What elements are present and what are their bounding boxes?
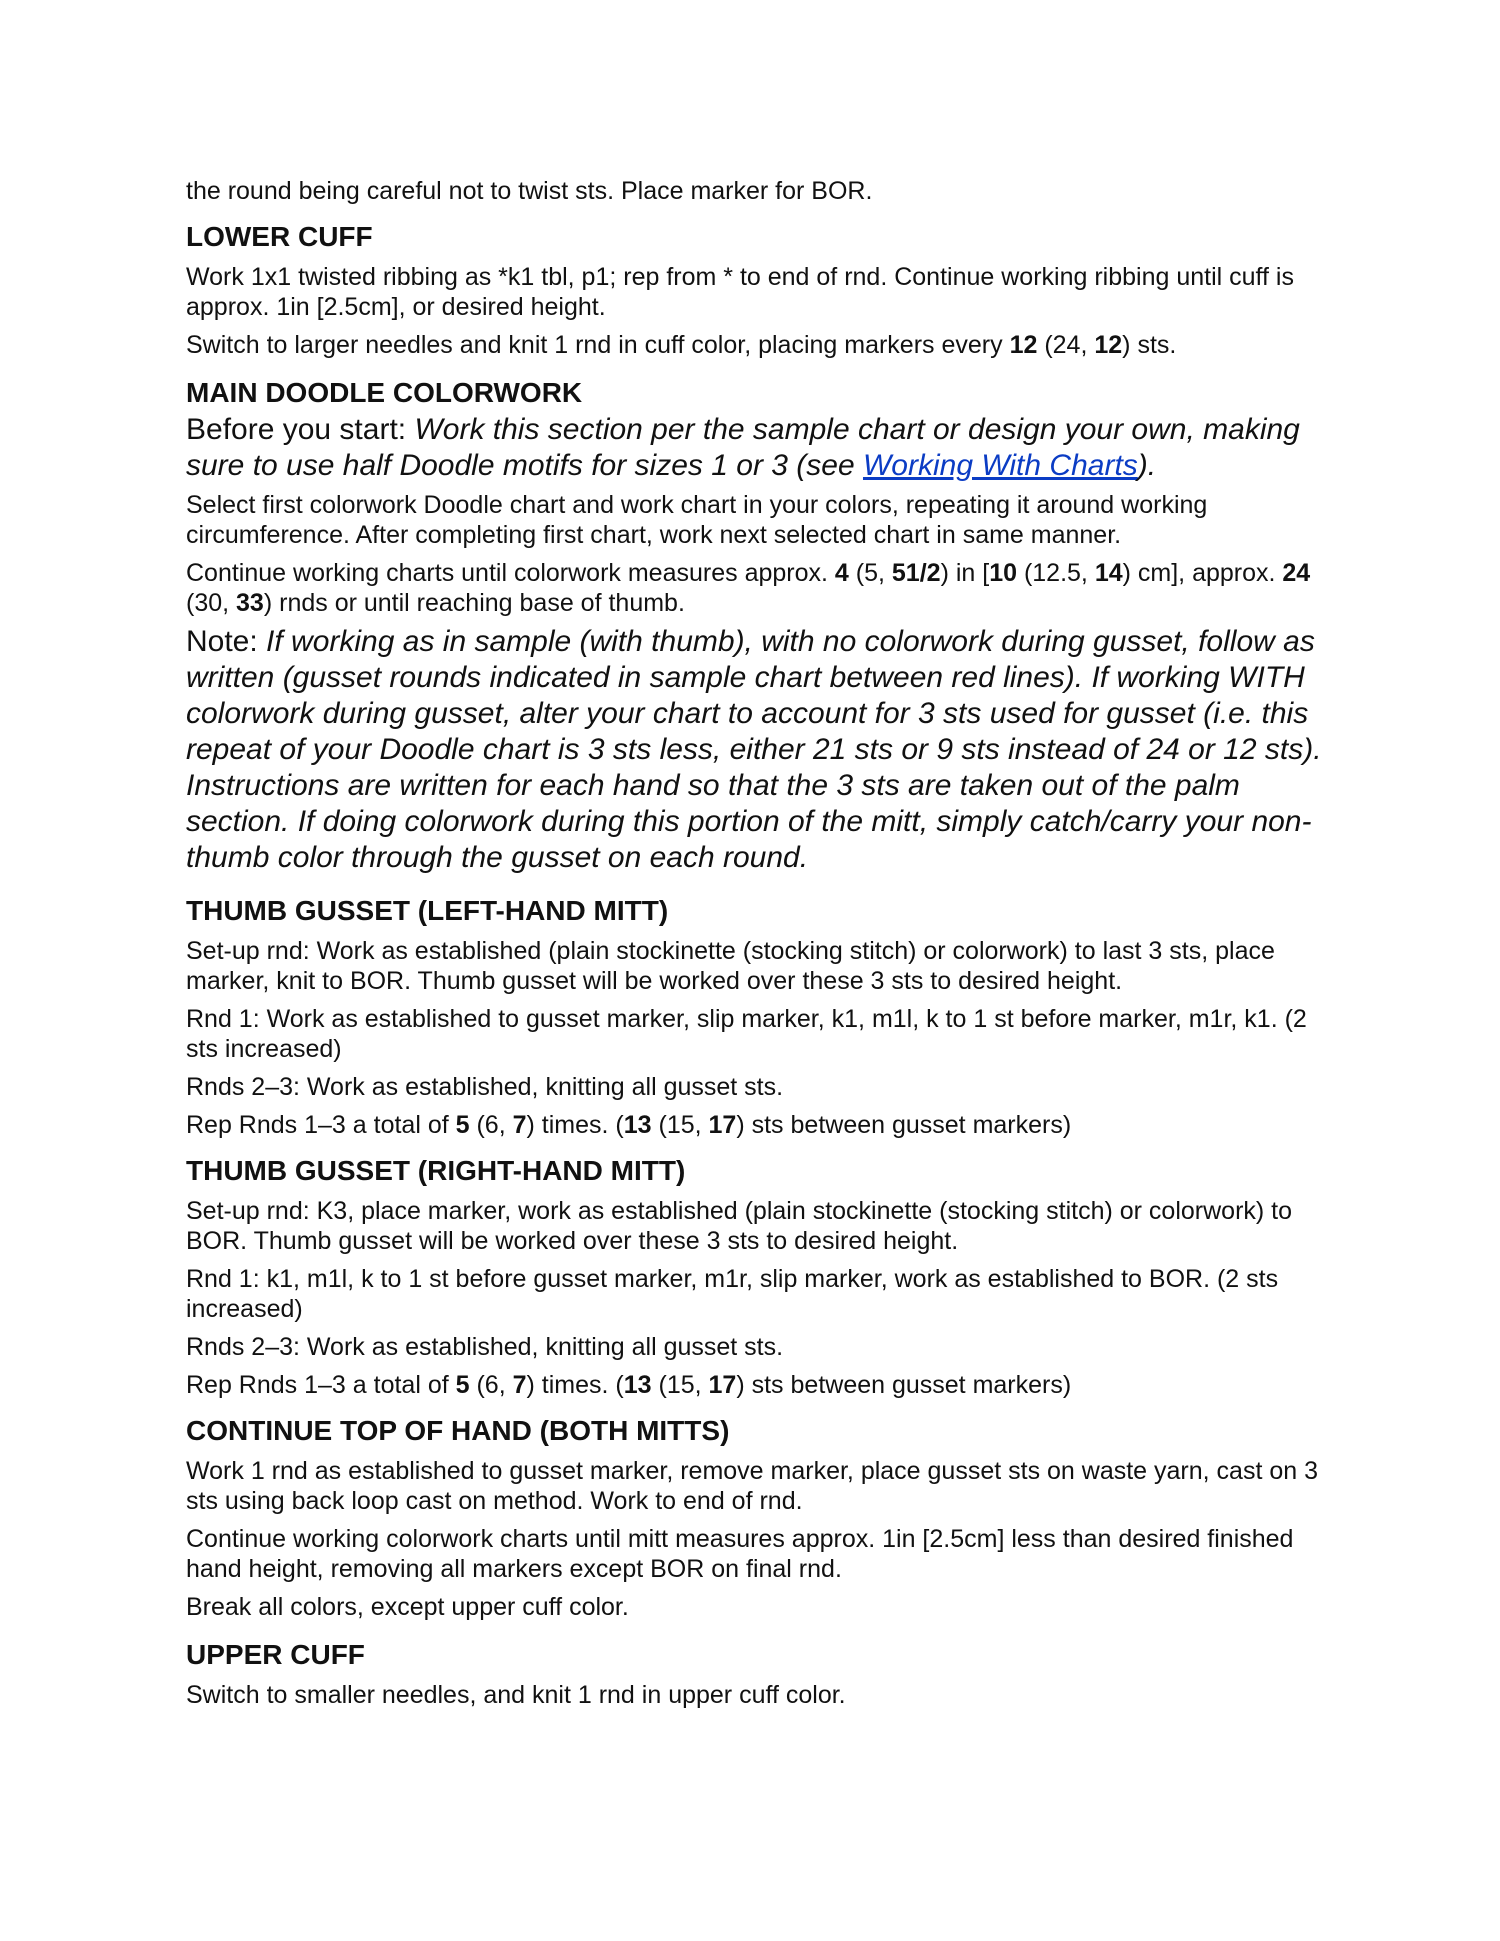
size-value: 17 bbox=[708, 1111, 737, 1139]
size-value: 51/2 bbox=[891, 559, 941, 587]
size-value: 17 bbox=[708, 1371, 737, 1399]
top-hand-continue-text: Continue working colorwork charts until mitt measures approx. 1in [2.5cm] less than desired finished hand height, removing all markers except BOR on final rnd. bbox=[186, 1525, 1294, 1583]
size-value: 24 bbox=[1282, 559, 1311, 587]
text-run: (12.5, bbox=[1017, 559, 1095, 587]
right-gusset-heading: THUMB GUSSET (RIGHT-HAND MITT) bbox=[186, 1155, 686, 1186]
text-run: ) rnds or until reaching base of thumb. bbox=[263, 589, 685, 617]
text-run: Rep Rnds 1–3 a total of bbox=[186, 1371, 456, 1399]
right-repeat-text bbox=[186, 1370, 1336, 1400]
text-run: (24, bbox=[1037, 331, 1095, 359]
text-run: (6, bbox=[469, 1111, 513, 1139]
size-value: 12 bbox=[1009, 331, 1038, 359]
before-italic-text: Work this section per the sample chart or design your own, making sure to use half Doodle motifs for sizes 1 or 3 (see bbox=[186, 413, 1300, 482]
left-setup-text: Set-up rnd: Work as established (plain stockinette (stocking stitch) or colorwork) to last 3 sts, place marker, knit to BOR. Thumb gusset will be worked over these 3 sts to desired height. bbox=[186, 937, 1275, 995]
lower-cuff-heading: LOWER CUFF bbox=[186, 221, 373, 252]
top-of-hand-heading: CONTINUE TOP OF HAND (BOTH MITTS) bbox=[186, 1415, 730, 1446]
continue-charts-text bbox=[186, 558, 1336, 618]
size-value: 7 bbox=[512, 1371, 527, 1399]
size-value: 12 bbox=[1094, 331, 1123, 359]
lower-cuff-switch-text bbox=[186, 330, 1336, 360]
size-value: 33 bbox=[236, 589, 264, 617]
text-run: (6, bbox=[469, 1371, 513, 1399]
text-run: ) sts. bbox=[1122, 331, 1177, 359]
text-run: (5, bbox=[848, 559, 892, 587]
main-colorwork-heading: MAIN DOODLE COLORWORK bbox=[186, 377, 583, 408]
note-label: Note: bbox=[186, 625, 267, 658]
size-value: 14 bbox=[1094, 559, 1123, 587]
text-run: (15, bbox=[651, 1111, 709, 1139]
before-end-text: ). bbox=[1137, 449, 1157, 482]
size-value: 5 bbox=[455, 1111, 470, 1139]
text-run: Continue working charts until colorwork measures approx. bbox=[186, 559, 835, 587]
text-run: Rep Rnds 1–3 a total of bbox=[186, 1111, 456, 1139]
text-run: ) cm], approx. bbox=[1122, 559, 1283, 587]
text-run: ) sts between gusset markers) bbox=[736, 1371, 1072, 1399]
top-hand-rnd-text: Work 1 rnd as established to gusset marker, remove marker, place gusset sts on waste yarn, cast on 3 sts using back loop cast on method. Work to end of rnd. bbox=[186, 1457, 1319, 1515]
left-rnd1-text: Rnd 1: Work as established to gusset marker, slip marker, k1, m1l, k to 1 st before marker, m1r, k1. (2 sts increased) bbox=[186, 1005, 1307, 1063]
page-content bbox=[186, 176, 1336, 1718]
text-run: (30, bbox=[186, 589, 237, 617]
working-with-charts-link[interactable]: Working With Charts bbox=[862, 449, 1138, 482]
text-run: ) in [ bbox=[940, 559, 990, 587]
intro-text: the round being careful not to twist sts. Place marker for BOR. bbox=[186, 177, 873, 205]
text-run: ) times. ( bbox=[526, 1111, 624, 1139]
text-run: (15, bbox=[651, 1371, 709, 1399]
size-value: 5 bbox=[455, 1371, 470, 1399]
left-gusset-heading: THUMB GUSSET (LEFT-HAND MITT) bbox=[186, 895, 669, 926]
note-italic-text: If working as in sample (with thumb), with no colorwork during gusset, follow as written (gusset rounds indicated in sample chart between red lines). If working WITH colorwork during gusset, alter your chart to account for 3 sts used for gusset (i.e. this repeat of your Doodle chart is 3 sts less, either 21 sts or 9 sts instead of 24 or 12 sts). Instructions are written for each hand so that the 3 sts are taken out of the palm section. If doing colorwork during this portion of the mitt, simply catch/carry your non-thumb color through the gusset on each round. bbox=[186, 625, 1322, 874]
left-rnds2-3-text: Rnds 2–3: Work as established, knitting all gusset sts. bbox=[186, 1073, 784, 1101]
before-you-start-text bbox=[186, 412, 1336, 484]
right-rnd1-text: Rnd 1: k1, m1l, k to 1 st before gusset marker, m1r, slip marker, work as established to BOR. (2 sts increased) bbox=[186, 1265, 1279, 1323]
before-label: Before you start: bbox=[186, 413, 415, 446]
note-text bbox=[186, 624, 1336, 876]
size-value: 7 bbox=[512, 1111, 527, 1139]
right-rnds2-3-text: Rnds 2–3: Work as established, knitting all gusset sts. bbox=[186, 1333, 784, 1361]
upper-cuff-text: Switch to smaller needles, and knit 1 rnd in upper cuff color. bbox=[186, 1681, 846, 1709]
size-value: 13 bbox=[623, 1371, 652, 1399]
text-run: ) sts between gusset markers) bbox=[736, 1111, 1072, 1139]
text-run: Switch to larger needles and knit 1 rnd in cuff color, placing markers every bbox=[186, 331, 1010, 359]
upper-cuff-heading: UPPER CUFF bbox=[186, 1639, 365, 1670]
size-value: 10 bbox=[989, 559, 1017, 587]
text-run: ) times. ( bbox=[526, 1371, 624, 1399]
right-setup-text: Set-up rnd: K3, place marker, work as established (plain stockinette (stocking stitch) or colorwork) to BOR. Thumb gusset will be worked over these 3 sts to desired height. bbox=[186, 1197, 1293, 1255]
size-value: 4 bbox=[834, 559, 849, 587]
select-chart-text: Select first colorwork Doodle chart and work chart in your colors, repeating it around working circumference. After completing first chart, work next selected chart in same manner. bbox=[186, 491, 1208, 549]
size-value: 13 bbox=[623, 1111, 652, 1139]
left-repeat-text bbox=[186, 1110, 1336, 1140]
top-hand-break-text: Break all colors, except upper cuff color. bbox=[186, 1593, 629, 1621]
lower-cuff-ribbing-text: Work 1x1 twisted ribbing as *k1 tbl, p1; rep from * to end of rnd. Continue working ribbing until cuff is approx. 1in [2.5cm], or desired height. bbox=[186, 263, 1294, 321]
